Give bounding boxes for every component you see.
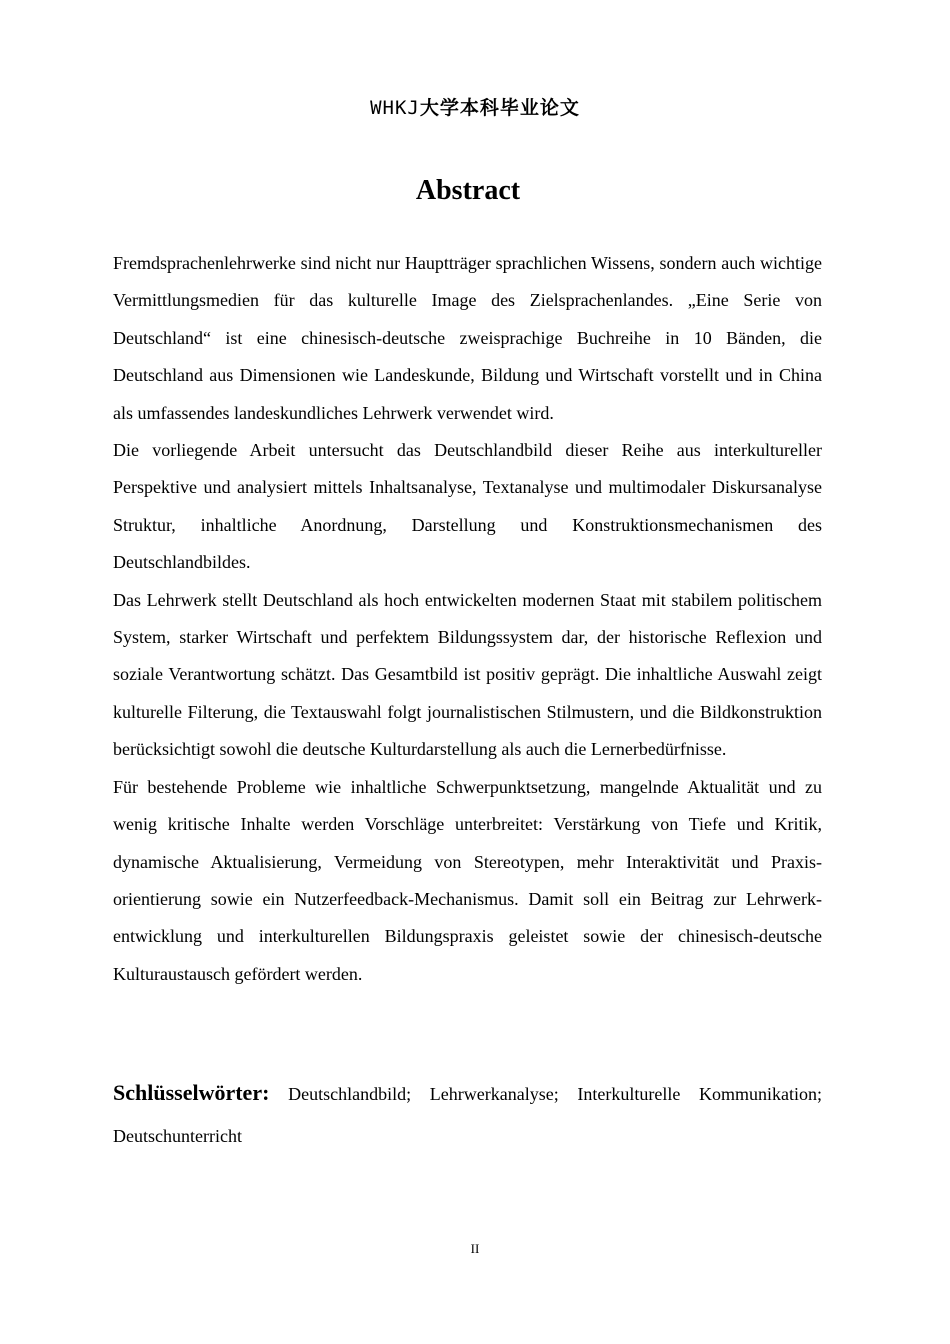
header-latin: WHKJ [370,97,420,119]
abstract-paragraph-4: Für bestehende Probleme wie inhaltliche Schwerpunktsetzung, mangelnde Aktualität und zu wenig kritische Inhalte werden Vorschläge unterbreitet: Verstärkung von Tiefe und Kritik, dynamische Aktualisierung, Vermeidung von Stereotypen, mehr Interaktivität und Praxisorientierung sowie ein Nutzerfeedback-Mechanismus. Damit soll ein Beitrag zur Lehrwerkentwicklung und interkulturellen Bildungspraxis geleistet sowie der chinesisch-deutsche Kulturaustausch gefördert werden. [113,776,822,984]
keywords-label: Schlüsselwörter: [113,1080,270,1105]
keywords-block [113,1072,822,1157]
running-header [0,94,950,122]
page-number: II [470,1241,480,1256]
abstract-paragraph-1: Fremdsprachenlehrwerke sind nicht nur Hauptträger sprachlichen Wissens, sondern auch wichtige Vermittlungsmedien für das kulturelle Image des Zielsprachenlandes. „Eine Serie von Deutschland“ ist eine chinesisch-deutsche zweisprachige Buchreihe in 10 Bänden, die Deutschland aus Dimensionen wie Landeskunde, Bildung und Wirtschaft vorstellt und in China als umfassendes landeskundliches Lehrwerk verwendet wird. [113,253,822,423]
keywords-text: Deutschlandbild; Lehrwerkanalyse; Interkulturelle Kommunikation; Deutschunterricht [113,1084,822,1146]
abstract-title: Abstract [415,175,521,206]
abstract-paragraph-3: Das Lehrwerk stellt Deutschland als hoch entwickelten modernen Staat mit stabilem politischem System, starker Wirtschaft und perfektem Bildungssystem dar, der historische Reflexion und soziale Verantwortung schätzt. Das Gesamtbild ist positiv geprägt. Die inhaltliche Auswahl zeigt kulturelle Filterung, die Textauswahl folgt journalistischen Stilmustern, und die Bildkonstruktion berücksichtigt sowohl die deutsche Kulturdarstellung als auch die Lernerbedürfnisse. [113,589,822,760]
abstract-body [113,245,822,993]
abstract-paragraph-2: Die vorliegende Arbeit untersucht das Deutschlandbild dieser Reihe aus interkultureller Perspektive und analysiert mittels Inhaltsanalyse, Textanalyse und multimodaler Diskursanalyse Struktur, inhaltliche Anordnung, Darstellung und Konstruktionsmechanismen des Deutschlandbildes. [113,440,822,573]
header-chinese: 大学本科毕业论文 [419,97,580,119]
